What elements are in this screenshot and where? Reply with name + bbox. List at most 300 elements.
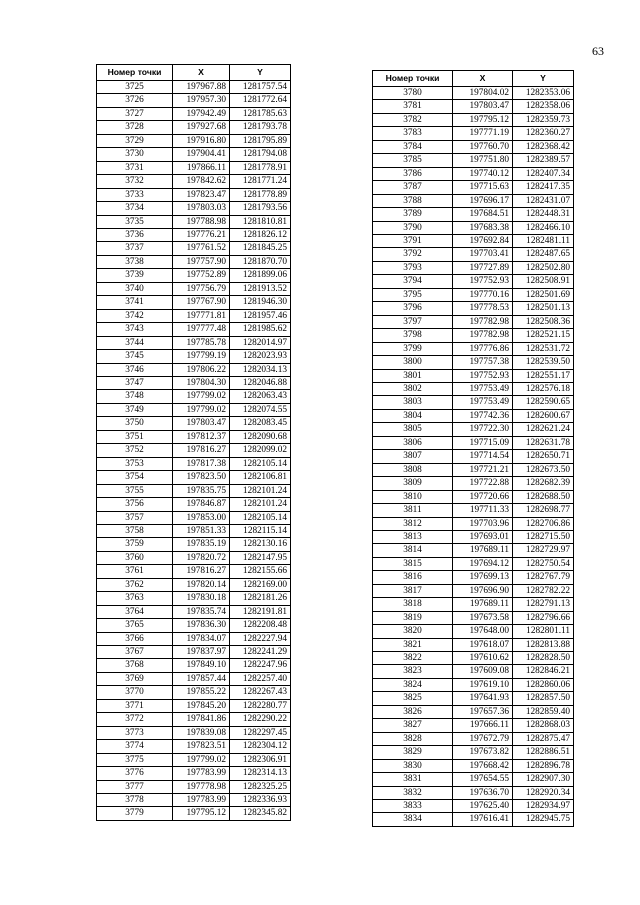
x-cell: 197616.41 [453,813,513,826]
y-cell: 1282945.75 [513,813,574,826]
table-row [373,127,574,140]
x-cell: 197722.88 [453,477,513,490]
point-number-cell: 3758 [97,524,173,537]
point-number-cell: 3757 [97,511,173,524]
point-number-cell: 3791 [373,234,453,247]
point-number-cell: 3746 [97,363,173,376]
x-cell: 197689.11 [453,598,513,611]
x-cell: 197668.42 [453,759,513,772]
y-cell: 1282750.54 [513,557,574,570]
table-row [373,208,574,221]
table-row [373,221,574,234]
y-cell: 1282353.06 [513,87,574,100]
point-number-cell: 3729 [97,134,173,147]
point-number-cell: 3750 [97,417,173,430]
point-number-cell: 3779 [97,807,173,820]
table-row [97,350,291,363]
y-cell: 1282767.79 [513,571,574,584]
y-cell: 1282106.81 [230,471,291,484]
table-row [97,713,291,726]
y-cell: 1282074.55 [230,403,291,416]
point-number-cell: 3737 [97,242,173,255]
y-cell: 1282034.13 [230,363,291,376]
table-row [97,646,291,659]
y-cell: 1282227.94 [230,632,291,645]
table-row [97,605,291,618]
x-cell: 197740.12 [453,167,513,180]
table-row [97,376,291,389]
y-cell: 1282501.13 [513,302,574,315]
point-number-cell: 3792 [373,248,453,261]
point-number-cell: 3827 [373,719,453,732]
x-cell: 197751.80 [453,154,513,167]
point-number-cell: 3809 [373,477,453,490]
y-cell: 1281794.08 [230,148,291,161]
x-cell: 197836.30 [173,619,230,632]
point-number-cell: 3759 [97,538,173,551]
x-cell: 197803.47 [453,100,513,113]
table-row [97,807,291,820]
table-row [373,746,574,759]
column-header-point-number: Номер точки [97,65,173,81]
x-cell: 197767.90 [173,296,230,309]
point-number-cell: 3815 [373,557,453,570]
y-cell: 1282105.14 [230,511,291,524]
y-cell: 1282358.06 [513,100,574,113]
x-cell: 197696.90 [453,584,513,597]
y-cell: 1282860.06 [513,678,574,691]
table-row [373,504,574,517]
point-number-cell: 3745 [97,350,173,363]
point-number-cell: 3817 [373,584,453,597]
x-cell: 197777.48 [173,323,230,336]
y-cell: 1282682.39 [513,477,574,490]
y-cell: 1282508.36 [513,315,574,328]
table-row [97,363,291,376]
point-number-cell: 3806 [373,436,453,449]
table-row [373,557,574,570]
x-cell: 197654.55 [453,773,513,786]
y-cell: 1282208.48 [230,619,291,632]
column-header-x: X [453,71,513,87]
table-row [97,632,291,645]
table-row [97,81,291,94]
point-number-cell: 3820 [373,625,453,638]
y-cell: 1281771.24 [230,175,291,188]
y-cell: 1282621.24 [513,423,574,436]
table-row [373,450,574,463]
y-cell: 1282431.07 [513,194,574,207]
point-number-cell: 3816 [373,571,453,584]
point-number-cell: 3804 [373,409,453,422]
table-row [373,140,574,153]
point-number-cell: 3766 [97,632,173,645]
point-number-cell: 3814 [373,544,453,557]
y-cell: 1282290.22 [230,713,291,726]
x-cell: 197778.98 [173,780,230,793]
x-cell: 197609.08 [453,665,513,678]
point-number-cell: 3823 [373,665,453,678]
table-row [97,699,291,712]
y-cell: 1282729.97 [513,544,574,557]
x-cell: 197785.78 [173,336,230,349]
point-number-cell: 3751 [97,430,173,443]
point-number-cell: 3793 [373,261,453,274]
point-number-cell: 3752 [97,444,173,457]
y-cell: 1282155.66 [230,565,291,578]
point-number-cell: 3744 [97,336,173,349]
x-cell: 197757.38 [453,356,513,369]
y-cell: 1282791.13 [513,598,574,611]
x-cell: 197760.70 [453,140,513,153]
x-cell: 197835.75 [173,484,230,497]
table-row [373,638,574,651]
point-number-cell: 3774 [97,740,173,753]
table-row [373,463,574,476]
table-row [97,430,291,443]
x-cell: 197770.16 [453,288,513,301]
x-cell: 197672.79 [453,732,513,745]
x-cell: 197823.47 [173,188,230,201]
y-cell: 1282267.43 [230,686,291,699]
x-cell: 197839.08 [173,726,230,739]
x-cell: 197957.30 [173,94,230,107]
point-number-cell: 3743 [97,323,173,336]
point-number-cell: 3813 [373,530,453,543]
y-cell: 1282241.29 [230,646,291,659]
point-number-cell: 3812 [373,517,453,530]
point-number-cell: 3785 [373,154,453,167]
y-cell: 1282169.00 [230,578,291,591]
y-cell: 1282688.50 [513,490,574,503]
point-number-cell: 3726 [97,94,173,107]
y-cell: 1282886.51 [513,746,574,759]
point-number-cell: 3829 [373,746,453,759]
table-row [97,767,291,780]
point-number-cell: 3778 [97,794,173,807]
x-cell: 197711.33 [453,504,513,517]
x-cell: 197752.93 [453,369,513,382]
x-cell: 197703.41 [453,248,513,261]
y-cell: 1282531.72 [513,342,574,355]
table-row [373,584,574,597]
table-row [97,498,291,511]
point-number-cell: 3767 [97,646,173,659]
table-row [373,275,574,288]
point-number-cell: 3811 [373,504,453,517]
table-row [373,813,574,826]
table-row [373,87,574,100]
x-cell: 197851.33 [173,524,230,537]
table-row [97,417,291,430]
y-cell: 1282796.66 [513,611,574,624]
y-cell: 1282828.50 [513,652,574,665]
table-body-left [97,81,291,821]
table-row [373,705,574,718]
point-number-cell: 3735 [97,215,173,228]
y-cell: 1282539.50 [513,356,574,369]
x-cell: 197820.14 [173,578,230,591]
point-number-cell: 3760 [97,551,173,564]
point-number-cell: 3748 [97,390,173,403]
point-number-cell: 3770 [97,686,173,699]
y-cell: 1282706.86 [513,517,574,530]
x-cell: 197619.10 [453,678,513,691]
point-number-cell: 3756 [97,498,173,511]
x-cell: 197782.98 [453,329,513,342]
table-row [97,726,291,739]
point-number-cell: 3808 [373,463,453,476]
x-cell: 197783.99 [173,794,230,807]
table-row [373,382,574,395]
x-cell: 197778.53 [453,302,513,315]
x-cell: 197715.09 [453,436,513,449]
y-cell: 1281946.30 [230,296,291,309]
point-number-cell: 3773 [97,726,173,739]
point-number-cell: 3821 [373,638,453,651]
table-row [97,282,291,295]
point-number-cell: 3828 [373,732,453,745]
y-cell: 1282857.50 [513,692,574,705]
x-cell: 197799.02 [173,403,230,416]
point-number-cell: 3797 [373,315,453,328]
point-number-cell: 3834 [373,813,453,826]
point-number-cell: 3810 [373,490,453,503]
x-cell: 197795.12 [453,113,513,126]
table-row [373,194,574,207]
point-number-cell: 3784 [373,140,453,153]
point-number-cell: 3765 [97,619,173,632]
x-cell: 197812.37 [173,430,230,443]
point-number-cell: 3803 [373,396,453,409]
y-cell: 1282846.21 [513,665,574,678]
point-number-cell: 3801 [373,369,453,382]
y-cell: 1282715.50 [513,530,574,543]
table-row [97,457,291,470]
table-row [97,215,291,228]
x-cell: 197823.51 [173,740,230,753]
y-cell: 1282920.34 [513,786,574,799]
table-row [97,188,291,201]
y-cell: 1281785.63 [230,107,291,120]
table-row [97,686,291,699]
y-cell: 1282631.78 [513,436,574,449]
point-number-cell: 3788 [373,194,453,207]
table-row [373,423,574,436]
table-row [373,154,574,167]
x-cell: 197610.62 [453,652,513,665]
y-cell: 1281957.46 [230,309,291,322]
x-cell: 197942.49 [173,107,230,120]
x-cell: 197776.86 [453,342,513,355]
y-cell: 1282576.18 [513,382,574,395]
point-number-cell: 3732 [97,175,173,188]
x-cell: 197835.74 [173,605,230,618]
point-number-cell: 3832 [373,786,453,799]
point-number-cell: 3799 [373,342,453,355]
point-number-cell: 3795 [373,288,453,301]
point-number-cell: 3738 [97,255,173,268]
table-row [373,517,574,530]
table-row [97,107,291,120]
x-cell: 197842.62 [173,175,230,188]
y-cell: 1282673.50 [513,463,574,476]
table-row [97,403,291,416]
y-cell: 1282551.17 [513,369,574,382]
x-cell: 197683.38 [453,221,513,234]
y-cell: 1282297.45 [230,726,291,739]
table-row [97,323,291,336]
y-cell: 1282487.65 [513,248,574,261]
y-cell: 1282336.93 [230,794,291,807]
y-cell: 1282801.11 [513,625,574,638]
table-row [373,544,574,557]
table-row [97,619,291,632]
x-cell: 197788.98 [173,215,230,228]
table-row [97,524,291,537]
y-cell: 1282063.43 [230,390,291,403]
table-row [373,409,574,422]
x-cell: 197841.86 [173,713,230,726]
y-cell: 1281757.54 [230,81,291,94]
y-cell: 1282306.91 [230,753,291,766]
x-cell: 197837.97 [173,646,230,659]
x-cell: 197835.19 [173,538,230,551]
x-cell: 197783.99 [173,767,230,780]
point-number-cell: 3819 [373,611,453,624]
y-cell: 1282083.45 [230,417,291,430]
point-number-cell: 3771 [97,699,173,712]
table-row [97,134,291,147]
x-cell: 197694.12 [453,557,513,570]
x-cell: 197866.11 [173,161,230,174]
point-number-cell: 3833 [373,800,453,813]
x-cell: 197618.07 [453,638,513,651]
table-header-row [97,65,291,81]
table-row [373,288,574,301]
point-number-cell: 3761 [97,565,173,578]
point-number-cell: 3787 [373,181,453,194]
table-row [97,161,291,174]
x-cell: 197761.52 [173,242,230,255]
point-number-cell: 3755 [97,484,173,497]
x-cell: 197834.07 [173,632,230,645]
y-cell: 1282101.24 [230,498,291,511]
point-number-cell: 3747 [97,376,173,389]
table-row [97,336,291,349]
x-cell: 197757.90 [173,255,230,268]
point-number-cell: 3794 [373,275,453,288]
point-number-cell: 3802 [373,382,453,395]
point-number-cell: 3769 [97,672,173,685]
y-cell: 1282448.31 [513,208,574,221]
table-row [373,329,574,342]
x-cell: 197799.19 [173,350,230,363]
y-cell: 1282590.65 [513,396,574,409]
table-row [373,100,574,113]
point-number-cell: 3753 [97,457,173,470]
x-cell: 197849.10 [173,659,230,672]
table-row [97,94,291,107]
table-row [373,167,574,180]
table-row [373,732,574,745]
y-cell: 1282115.14 [230,524,291,537]
x-cell: 197799.02 [173,390,230,403]
column-header-y: Y [513,71,574,87]
x-cell: 197855.22 [173,686,230,699]
y-cell: 1281810.81 [230,215,291,228]
point-number-cell: 3733 [97,188,173,201]
y-cell: 1282247.96 [230,659,291,672]
table-row [373,315,574,328]
y-cell: 1282875.47 [513,732,574,745]
table-row [97,753,291,766]
table-row [373,719,574,732]
table-row [373,678,574,691]
y-cell: 1282314.13 [230,767,291,780]
y-cell: 1282046.88 [230,376,291,389]
table-row [373,234,574,247]
table-row [97,578,291,591]
y-cell: 1282191.81 [230,605,291,618]
x-cell: 197967.88 [173,81,230,94]
table-header-row [373,71,574,87]
table-row [373,652,574,665]
point-number-cell: 3772 [97,713,173,726]
table-row [97,551,291,564]
table-row [373,786,574,799]
table-row [97,538,291,551]
y-cell: 1282907.30 [513,773,574,786]
x-cell: 197804.30 [173,376,230,389]
x-cell: 197820.72 [173,551,230,564]
y-cell: 1282521.15 [513,329,574,342]
x-cell: 197916.80 [173,134,230,147]
table-row [97,511,291,524]
x-cell: 197727.89 [453,261,513,274]
y-cell: 1282466.10 [513,221,574,234]
table-row [97,309,291,322]
x-cell: 197904.41 [173,148,230,161]
table-row [373,477,574,490]
x-cell: 197689.11 [453,544,513,557]
table-row [373,625,574,638]
point-number-cell: 3740 [97,282,173,295]
point-number-cell: 3742 [97,309,173,322]
x-cell: 197795.12 [173,807,230,820]
point-number-cell: 3781 [373,100,453,113]
x-cell: 197753.49 [453,382,513,395]
x-cell: 197684.51 [453,208,513,221]
x-cell: 197715.63 [453,181,513,194]
point-number-cell: 3763 [97,592,173,605]
y-cell: 1281778.89 [230,188,291,201]
point-number-cell: 3798 [373,329,453,342]
y-cell: 1282099.02 [230,444,291,457]
point-number-cell: 3789 [373,208,453,221]
table-body-right [373,87,574,827]
table-row [97,228,291,241]
y-cell: 1282859.40 [513,705,574,718]
table-row [373,261,574,274]
y-cell: 1282090.68 [230,430,291,443]
x-cell: 197799.02 [173,753,230,766]
y-cell: 1282147.95 [230,551,291,564]
y-cell: 1282105.14 [230,457,291,470]
table-row [97,484,291,497]
x-cell: 197714.54 [453,450,513,463]
coordinates-table-right [372,70,574,827]
